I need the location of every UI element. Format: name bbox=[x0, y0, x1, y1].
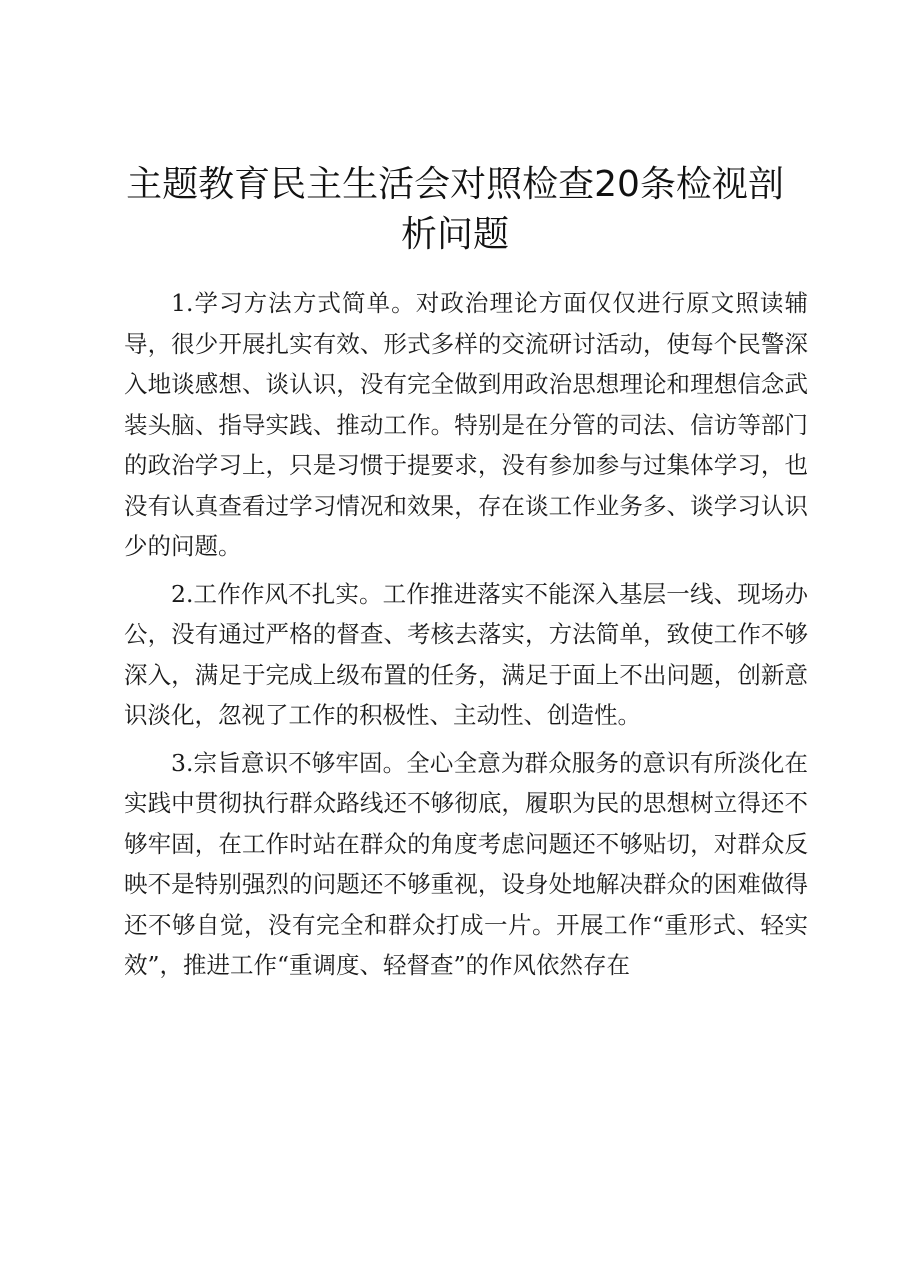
document-body bbox=[124, 283, 808, 993]
paragraph-3: 3.宗旨意识不够牢固。全心全意为群众服务的意识有所淡化在实践中贯彻执行群众路线还不够彻底，履职为民的思想树立得还不够牢固，在工作时站在群众的角度考虑问题还不够贴切，对群众反映不是特别强烈的问题还不够重视，设身处地解决群众的困难做得还不够自觉，没有完全和群众打成一片。开展工作“重形式、轻实效”，推进工作“重调度、轻督查”的作风依然存在 bbox=[124, 748, 808, 979]
document-title: 主题教育民主生活会对照检查20条检视剖析问题 bbox=[126, 164, 784, 255]
paragraph-1: 1.学习方法方式简单。对政治理论方面仅仅进行原文照读辅导，很少开展扎实有效、形式多样的交流研讨活动，使每个民警深入地谈感想、谈认识，没有完全做到用政治思想理论和理想信念武装头脑、指导实践、推动工作。特别是在分管的司法、信访等部门的政治学习上，只是习惯于提要求，没有参加参与过集体学习，也没有认真查看过学习情况和效果，存在谈工作业务多、谈学习认识少的问题。 bbox=[124, 289, 808, 560]
paragraph-2: 2.工作作风不扎实。工作推进落实不能深入基层一线、现场办公，没有通过严格的督查、考核去落实，方法简单，致使工作不够深入，满足于完成上级布置的任务，满足于面上不出问题，创新意识淡化，忽视了工作的积极性、主动性、创造性。 bbox=[124, 579, 808, 729]
